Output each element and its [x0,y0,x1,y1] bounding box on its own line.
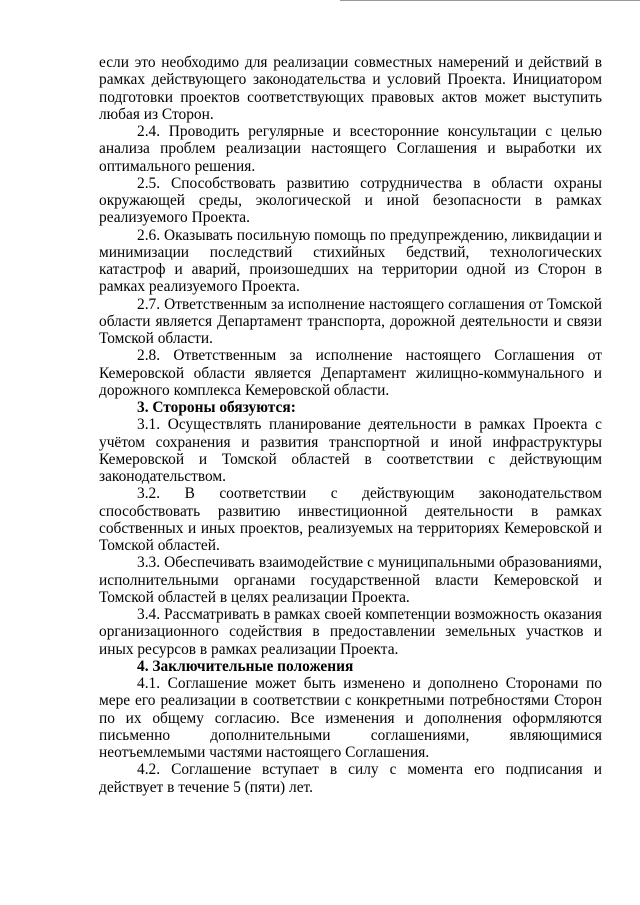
clause-2-4: 2.4. Проводить регулярные и всесторонние консультации с целью анализа проблем реализации настоящего Соглашения и выработки их оптимального решения. [99,123,602,175]
clause-3-4: 3.4. Рассматривать в рамках своей компетенции возможность оказания организационного содействия в предоставлении земельных участков и иных ресурсов в рамках реализации Проекта. [99,606,602,658]
clause-3-2: 3.2. В соответствии с действующим законодательством способствовать развитию инвестиционной деятельности в рамках собственных и иных проектов, реализуемых на территориях Кемеровской и Томской областей. [99,485,602,554]
top-edge-rule [340,0,640,1]
clause-2-8: 2.8. Ответственным за исполнение настоящего Соглашения от Кемеровской области является Департамент жилищно-коммунального и дорожного комплекса Кемеровской области. [99,347,602,399]
clause-2-6: 2.6. Оказывать посильную помощь по предупреждению, ликвидации и минимизации последствий стихийных бедствий, технологических катастроф и аварий, произошедших на территории одной из Сторон в рамках реализуемого Проекта. [99,226,602,296]
clause-3-3: 3.3. Обеспечивать взаимодействие с муниципальными образованиями, исполнительными органами государственной власти Кемеровской и Томской областей в целях реализации Проекта. [99,554,602,606]
clause-4-1: 4.1. Соглашение может быть изменено и дополнено Сторонами по мере его реализации в соответствии с конкретными потребностями Сторон по их общему согласию. Все изменения и дополнения оформляются письменно дополнительными соглашениями, являющимися неотъемлемыми частями настоящего Соглашения. [99,675,602,761]
section-3-heading: 3. Стороны обязуются: [137,399,296,416]
clause-2-5: 2.5. Способствовать развитию сотрудничества в области охраны окружающей среды, экологической и иной безопасности в рамках реализуемого Проекта. [99,174,602,227]
paragraph-continuation: если это необходимо для реализации совместных намерений и действий в рамках действующего законодательства и условий Проекта. Инициатором подготовки проектов соответствующих правовых актов может выступить любая из Сторон. [99,54,602,123]
document-page [99,54,602,796]
clause-2-7: 2.7. Ответственным за исполнение настоящего соглашения от Томской области является Департамент транспорта, дорожной деятельности и связи Томской области. [99,295,602,347]
clause-4-2: 4.2. Соглашение вступает в силу с момента его подписания и действует в течение 5 (пяти) лет. [99,761,602,796]
clause-3-1: 3.1. Осуществлять планирование деятельности в рамках Проекта с учётом сохранения и развития транспортной и иной инфраструктуры Кемеровской и Томской областей в соответствии с действующим законодательством. [99,416,602,485]
section-4-heading: 4. Заключительные положения [137,657,354,675]
